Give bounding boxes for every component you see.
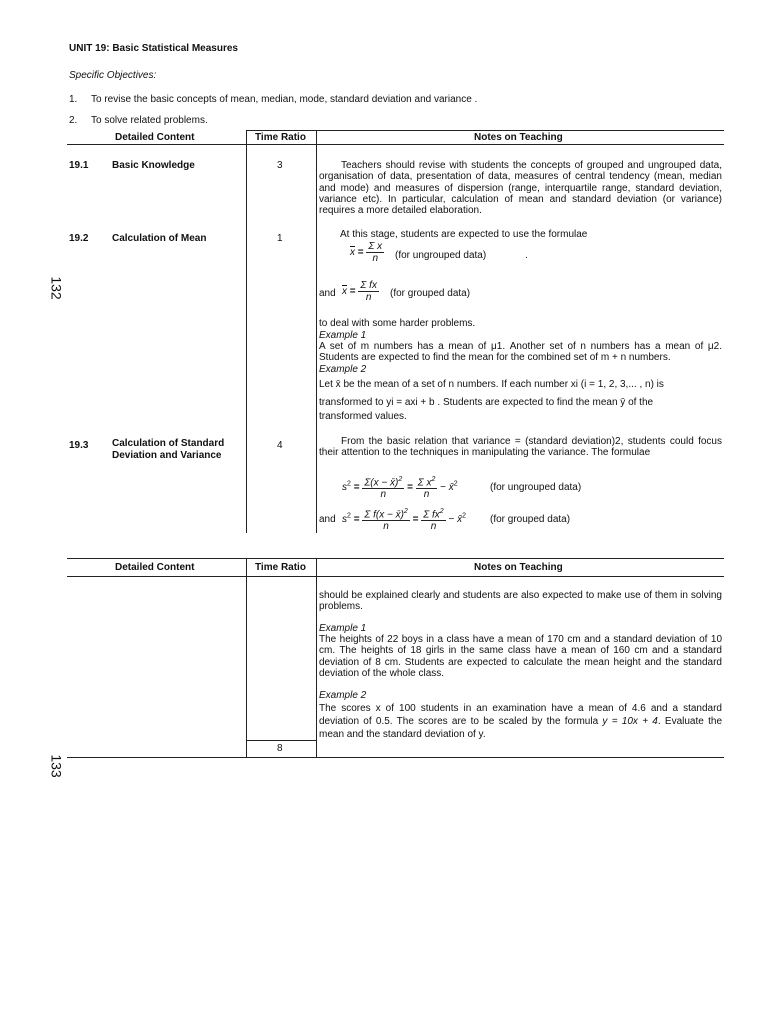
objectives-heading: Specific Objectives:	[69, 70, 157, 81]
row-19-3-notes: From the basic relation that variance = (standard deviation)2, students could focus their attention to the techniques in manipulating the variance. The formulae	[319, 436, 722, 459]
page2-example2-title: Example 2	[319, 690, 367, 701]
mean-after: to deal with some harder problems.	[319, 318, 476, 329]
mean-example1-title: Example 1	[319, 330, 367, 341]
total-box-top	[246, 740, 316, 741]
page2-example2-text-b: . Evaluate the mean and the standard deviation of y.	[319, 716, 723, 740]
row-19-3-ratio: 4	[277, 440, 283, 451]
row-19-3-code: 19.3	[69, 440, 89, 451]
table2-header-bottom-rule	[67, 576, 724, 577]
page-number-132: 132	[48, 276, 65, 300]
variance-formula-grouped: $s^2$ = $\frac{\Sigma f(x - x̄)^2}{n}$ = $\frac{\Sigma fx^2}{n}$ − x̄$^2$	[342, 508, 467, 533]
table2-header-notes: Notes on Teaching	[474, 562, 563, 573]
table2-divider-left	[246, 558, 247, 758]
total-ratio: 8	[277, 743, 283, 754]
mean-formula-ungrouped: $\overline{x}$ = $\frac{\text{Σ x}}{n}$	[350, 241, 383, 264]
mean-formula-grouped: $\overline{x}$ = $\frac{\text{Σ fx}}{n}$	[342, 280, 377, 303]
page2-example2-text-a: The scores x of 100 students in an examination have a mean of 4.6 and a standard deviation of 0.5. The scores are to be scaled by the formula	[319, 703, 722, 727]
row-19-1-title: Basic Knowledge	[112, 160, 195, 171]
header-bottom-rule	[67, 144, 724, 145]
mean-formula-ungrouped-label: (for ungrouped data)	[395, 250, 487, 261]
objective-text-1: To revise the basic concepts of mean, median, mode, standard deviation and variance .	[91, 94, 478, 105]
table2-bottom-rule	[67, 757, 724, 758]
row-19-3-title: Calculation of Standard Deviation and Variance	[112, 438, 225, 461]
header-detailed-content: Detailed Content	[115, 132, 195, 143]
table2-header-time-ratio: Time Ratio	[255, 562, 306, 573]
column-divider-right	[316, 130, 317, 533]
variance-formula-ungrouped: $s^2$ = $\frac{\Sigma(x - x̄)^2}{n}$ = $\frac{\Sigma x^2}{n}$ − x̄$^2$	[342, 476, 458, 501]
mean-example2-line3: transformed values.	[319, 411, 407, 422]
mean-intro: At this stage, students are expected to use the formulae	[340, 229, 588, 240]
unit-title: UNIT 19: Basic Statistical Measures	[69, 43, 238, 54]
page2-example1-text: The heights of 22 boys in a class have a mean of 170 cm and a standard deviation of 10 cm. The heights of 18 girls in the same class have a mean of 160 cm and a standard deviation of 8 cm. Students are expected to calculate the mean height and the standard deviation of the whole class.	[319, 634, 722, 679]
mean-example1-text: A set of m numbers has a mean of μ1. Another set of n numbers has a mean of μ2. Students are expected to find the mean for the combined set of m + n numbers.	[319, 341, 722, 364]
mean-example2-title: Example 2	[319, 364, 367, 375]
page2-example2-text	[319, 702, 722, 741]
page2-example1-title: Example 1	[319, 623, 367, 634]
column-divider-left	[246, 130, 247, 533]
row-19-1-notes: Teachers should revise with students the concepts of grouped and ungrouped data, organisation of data, presentation of data, measures of central tendency (mean, median and mode) and measures of dispersion (range, interquartile range, standard deviation, variance etc). In particular, calculation of mean and standard deviation (or variance) requires a more detailed elaboration.	[319, 160, 722, 217]
page-number-133: 133	[48, 754, 65, 778]
header-notes: Notes on Teaching	[474, 132, 563, 143]
row-19-1-ratio: 3	[277, 160, 283, 171]
objective-number-2: 2.	[69, 115, 78, 126]
row-19-2-code: 19.2	[69, 233, 89, 244]
table2-top-rule	[67, 558, 724, 559]
table2-divider-right	[316, 558, 317, 758]
header-time-ratio: Time Ratio	[255, 132, 306, 143]
row-19-2-title: Calculation of Mean	[112, 233, 207, 244]
period-mark: .	[525, 250, 528, 261]
table2-header-detailed-content: Detailed Content	[115, 562, 195, 573]
variance-formula-grouped-label: (for grouped data)	[490, 514, 571, 525]
objective-number-1: 1.	[69, 94, 78, 105]
page2-example2-formula: y = 10x + 4	[602, 716, 658, 727]
mean-formula-grouped-label: (for grouped data)	[390, 288, 471, 299]
page2-notes-intro: should be explained clearly and students are also expected to make use of them in solving problems.	[319, 590, 722, 613]
mean-example2-line1: Let x̄ be the mean of a set of n numbers. If each number xi (i = 1, 2, 3,... , n) is	[319, 379, 664, 390]
mean-and: and	[319, 288, 336, 299]
mean-example2-line2: transformed to yi = axi + b . Students are expected to find the mean ȳ of the	[319, 397, 654, 408]
objective-text-2: To solve related problems.	[91, 115, 208, 126]
row-19-2-ratio: 1	[277, 233, 283, 244]
row-19-1-code: 19.1	[69, 160, 89, 171]
header-top-rule	[246, 130, 724, 131]
variance-and: and	[319, 514, 336, 525]
variance-formula-ungrouped-label: (for ungrouped data)	[490, 482, 582, 493]
